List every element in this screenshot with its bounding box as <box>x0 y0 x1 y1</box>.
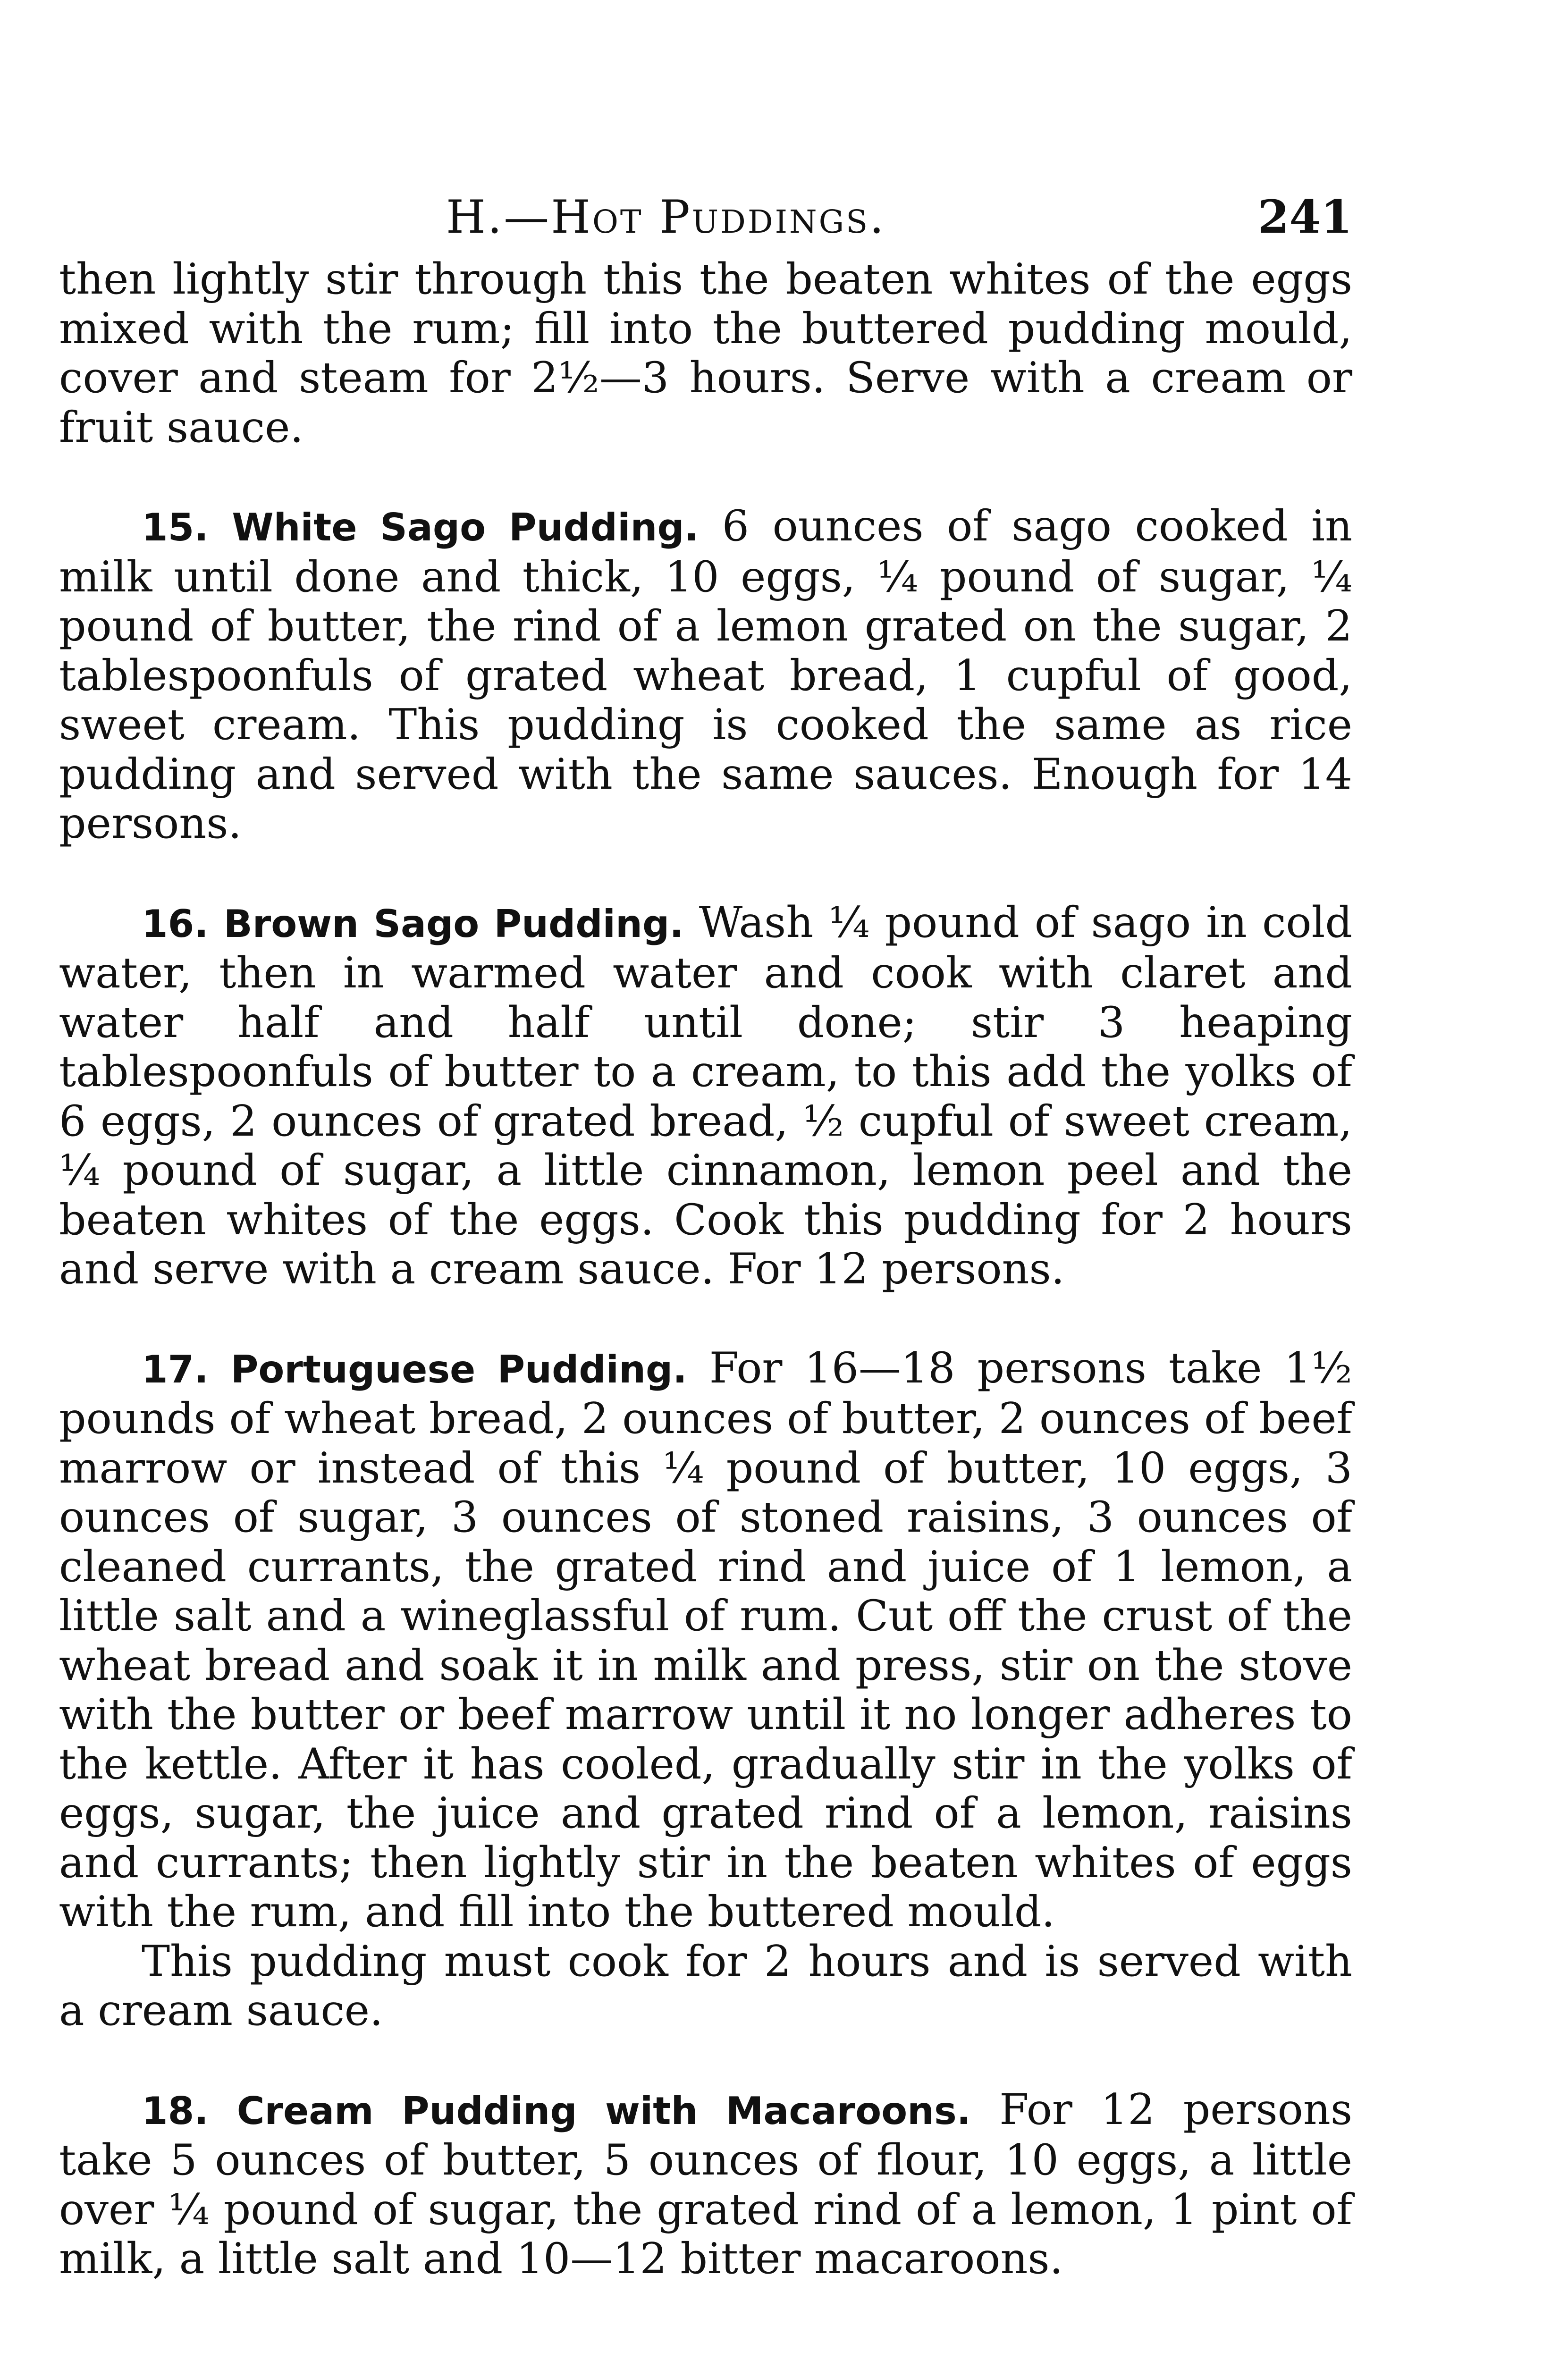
page-number: 241 <box>1257 190 1352 244</box>
recipe-text: Wash ¼ pound of sago in cold water, then in warmed water and cook with claret and water half and half until done; stir 3 heaping tablespoonfuls of butter to a cream, to this add the yolks of 6 eggs, 2 ounces of grated bread, ½ cupful of sweet cream, ¼ pound of sugar, a little cinnamon, lemon peel and the beaten whites of the eggs. Cook this pudding for 2 hours and serve with a cream sauce. For 12 persons. <box>59 897 1352 1294</box>
recipe-text: 6 ounces of sago cooked in milk until done and thick, 10 eggs, ¼ pound of sugar, ¼ pound of butter, the rind of a lemon grated on the sugar, 2 tablespoonfuls of grated wheat bread, 1 cupful of good, sweet cream. This pudding is cooked the same as rice pudding and served with the same sauces. Enough for 14 persons. <box>59 501 1353 848</box>
recipe-title: Portuguese Pudding. <box>230 1347 687 1391</box>
recipe-number: 17. <box>142 1347 209 1391</box>
chapter-title: H.—Hot Puddings. <box>446 191 886 244</box>
recipe-title: Brown Sago Pudding. <box>223 902 684 946</box>
recipe-number: 15. <box>142 506 209 549</box>
page-body <box>59 255 1352 2284</box>
book-page <box>59 189 1352 2284</box>
paragraph-text: then lightly stir through this the beaten whites of the eggs mixed with the rum; fill into the buttered pudding mould, cover and steam for 2½—3 hours. Serve with a cream or fruit sauce. <box>59 254 1352 452</box>
recipe-18 <box>59 2085 1352 2284</box>
paragraph-text: This pudding must cook for 2 hours and is served with a cream sauce. <box>59 1936 1352 2035</box>
running-header <box>59 189 1352 255</box>
recipe-17 <box>59 1344 1352 1937</box>
recipe-17-note <box>59 1937 1352 2036</box>
recipe-16 <box>59 898 1352 1294</box>
recipe-number: 18. <box>142 2089 209 2133</box>
recipe-title: White Sago Pudding. <box>232 506 699 549</box>
recipe-text: For 16—18 persons take 1½ pounds of wheat bread, 2 ounces of butter, 2 ounces of beef marrow or instead of this ¼ pound of butter, 10 eggs, 3 ounces of sugar, 3 ounces of stoned raisins, 3 ounces of cleaned currants, the grated rind and juice of 1 lemon, a little salt and a wineglassful of rum. Cut off the crust of the wheat bread and soak it in milk and press, stir on the stove with the butter or beef marrow until it no longer adheres to the kettle. After it has cooled, gradually stir in the yolks of eggs, sugar, the juice and grated rind of a lemon, raisins and currants; then lightly stir in the beaten whites of eggs with the rum, and fill into the buttered mould. <box>59 1343 1352 1937</box>
recipe-title: Cream Pudding with Macaroons. <box>236 2089 971 2133</box>
recipe-15 <box>59 502 1352 849</box>
paragraph-continued <box>59 255 1352 452</box>
recipe-number: 16. <box>142 902 209 946</box>
recipe-text: For 12 persons take 5 ounces of butter, 5 ounces of flour, 10 eggs, a little over ¼ pound of sugar, the grated rind of a lemon, 1 pint of milk, a little salt and 10—12 bitter macaroons. <box>59 2084 1353 2284</box>
